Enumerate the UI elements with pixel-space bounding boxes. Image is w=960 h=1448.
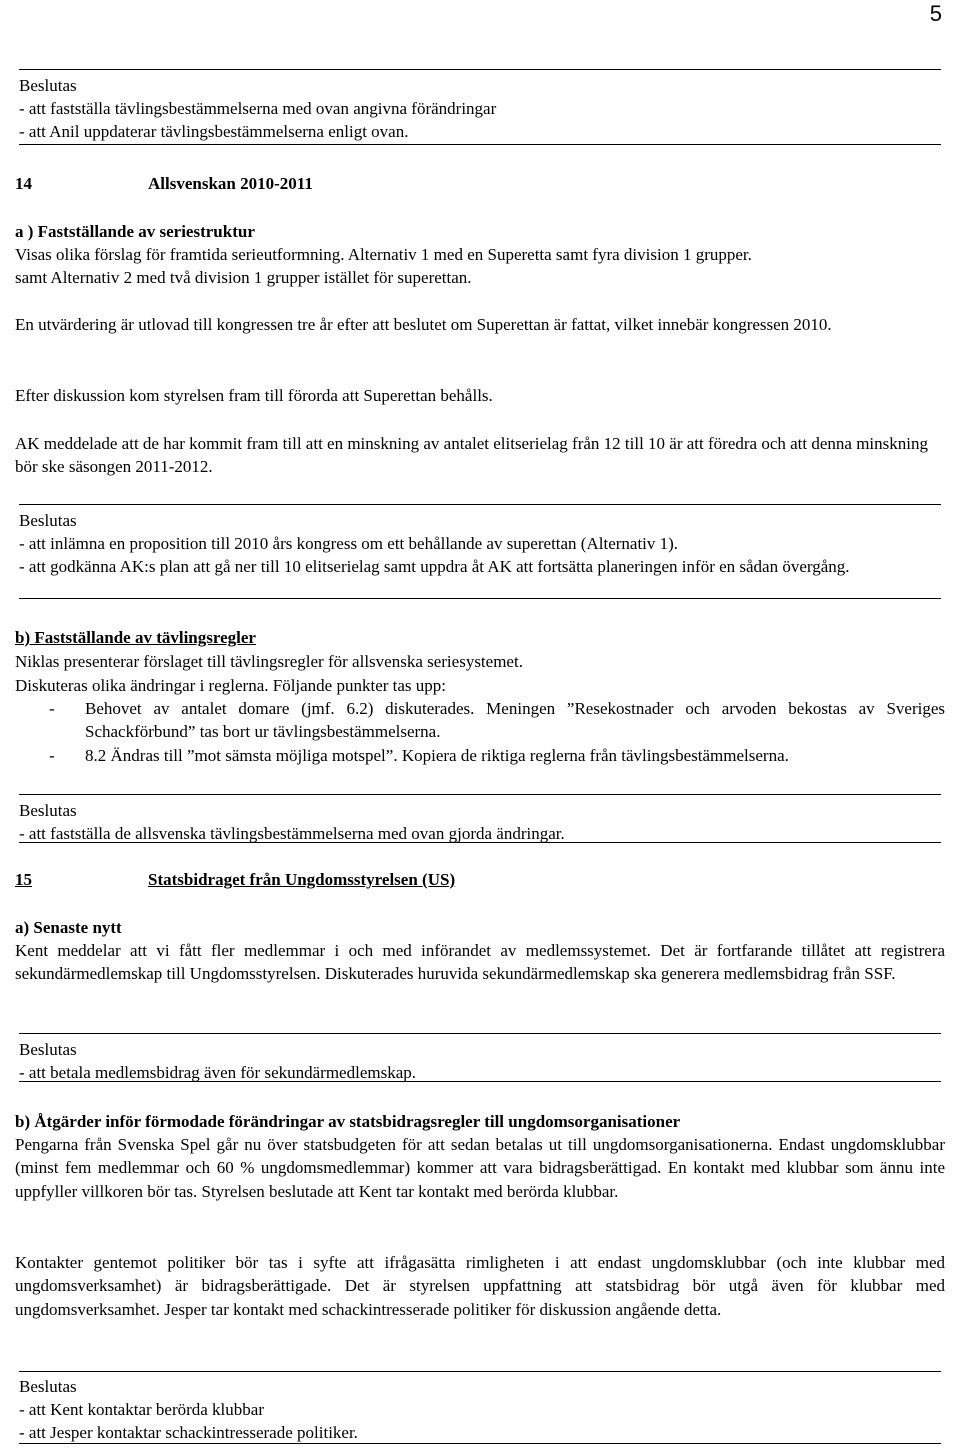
paragraph: Kent meddelar att vi fått fler medlemmar i och med införandet av medlemssystemet. Det är fortfarande tillåtet att registrera sekundärmedlemskap till Ungdomsstyrelsen. Diskuterades huruvida sekundärmedlemskap ska generera medlemsbidrag från SSF. <box>15 941 945 984</box>
paragraph-line: samt Alternativ 2 med två division 1 grupper istället för superettan. <box>15 268 472 287</box>
subsection-title: b) Fastställande av tävlingsregler <box>15 628 256 647</box>
paragraph: AK meddelade att de har kommit fram till att en minskning av antalet elitserielag från 12 till 10 är att föredra och att denna minskning bör ske säsongen 2011-2012. <box>15 434 928 477</box>
section-heading <box>15 172 313 195</box>
list-dash: - <box>49 746 55 765</box>
paragraph: Kontakter gentemot politiker bör tas i syfte att ifrågasätta rimligheten i att endast ungdomsklubbar (och inte klubbar med ungdomsverksamhet) är bidragsberättigade. Det är styrelsen uppfattning att statsbidrag bör utgå även för klubbar med ungdomsverksamhet. Jesper tar kontakt med schackintresserade politiker för diskussion angående detta. <box>15 1253 945 1319</box>
subsection-title: b) Åtgärder inför förmodade förändringar av statsbidragsregler till ungdomsorganisationer <box>15 1112 681 1131</box>
section-title: Statsbidraget från Ungdomsstyrelsen (US) <box>148 870 456 889</box>
page-number: 5 <box>929 1 942 26</box>
decision-line: - att Kent kontaktar berörda klubbar <box>19 1400 264 1419</box>
decision-line: - att Anil uppdaterar tävlingsbestämmelserna enligt ovan. <box>19 122 409 141</box>
list-dash: - <box>49 699 55 718</box>
decision-box <box>19 69 941 145</box>
paragraph-line: Diskuteras olika ändringar i reglerna. Följande punkter tas upp: <box>15 676 447 695</box>
decision-line: - att fastställa de allsvenska tävlingsbestämmelserna med ovan gjorda ändringar. <box>19 824 565 843</box>
list-item <box>49 744 945 768</box>
section-number: 14 <box>15 174 32 193</box>
paragraph-line: Visas olika förslag för framtida serieutformning. Alternativ 1 med en Superetta samt fyra division 1 grupper. <box>15 245 752 264</box>
decision-title: Beslutas <box>19 1377 77 1396</box>
paragraph: En utvärdering är utlovad till kongressen tre år efter att beslutet om Superettan är fattat, vilket innebär kongressen 2010. <box>15 315 832 334</box>
decision-title: Beslutas <box>19 801 77 820</box>
decision-title: Beslutas <box>19 76 77 95</box>
paragraph: Efter diskussion kom styrelsen fram till förorda att Superettan behålls. <box>15 386 493 405</box>
decision-box <box>19 504 941 599</box>
list-item-text: 8.2 Ändras till ”mot sämsta möjliga motspel”. Kopiera de riktiga reglerna från tävlingsbestämmelserna. <box>85 746 789 765</box>
decision-title: Beslutas <box>19 1040 77 1059</box>
paragraph-line: Niklas presenterar förslaget till tävlingsregler för allsvenska seriesystemet. <box>15 652 523 671</box>
decision-box <box>19 794 941 843</box>
section-number: 15 <box>15 870 32 889</box>
decision-line: - att inlämna en proposition till 2010 års kongress om ett behållande av superettan (Alternativ 1). <box>19 534 679 553</box>
decision-line: - att godkänna AK:s plan att gå ner till 10 elitserielag samt uppdra åt AK att fortsätta planeringen inför en sådan övergång. <box>19 557 850 576</box>
decision-box <box>19 1371 941 1444</box>
decision-line: - att betala medlemsbidrag även för sekundärmedlemskap. <box>19 1063 416 1082</box>
decision-line: - att fastställa tävlingsbestämmelserna med ovan angivna förändringar <box>19 99 497 118</box>
subsection-title: a ) Fastställande av seriestruktur <box>15 222 255 241</box>
list-item-text: Behovet av antalet domare (jmf. 6.2) diskuterades. Meningen ”Resekostnader och arvoden bekostas av Sveriges Schackförbund” tas bort ur tävlingsbestämmelserna. <box>85 699 945 742</box>
subsection-title: a) Senaste nytt <box>15 918 122 937</box>
decision-box <box>19 1033 941 1082</box>
section-heading <box>15 868 455 891</box>
section-title: Allsvenskan 2010-2011 <box>148 174 313 193</box>
paragraph: Pengarna från Svenska Spel går nu över statsbudgeten för att sedan betalas ut till ungdomsorganisationerna. Endast ungdomsklubbar (minst fem medlemmar och 60 % ungdomsmedlemmar) kommer att vara bidragsberättigad. En kontakt med klubbar som ännu inte uppfyller villkoren bör tas. Styrelsen beslutade att Kent tar kontakt med berörda klubbar. <box>15 1135 945 1201</box>
decision-title: Beslutas <box>19 511 77 530</box>
decision-line: - att Jesper kontaktar schackintresserade politiker. <box>19 1423 358 1442</box>
list-item <box>49 697 945 744</box>
